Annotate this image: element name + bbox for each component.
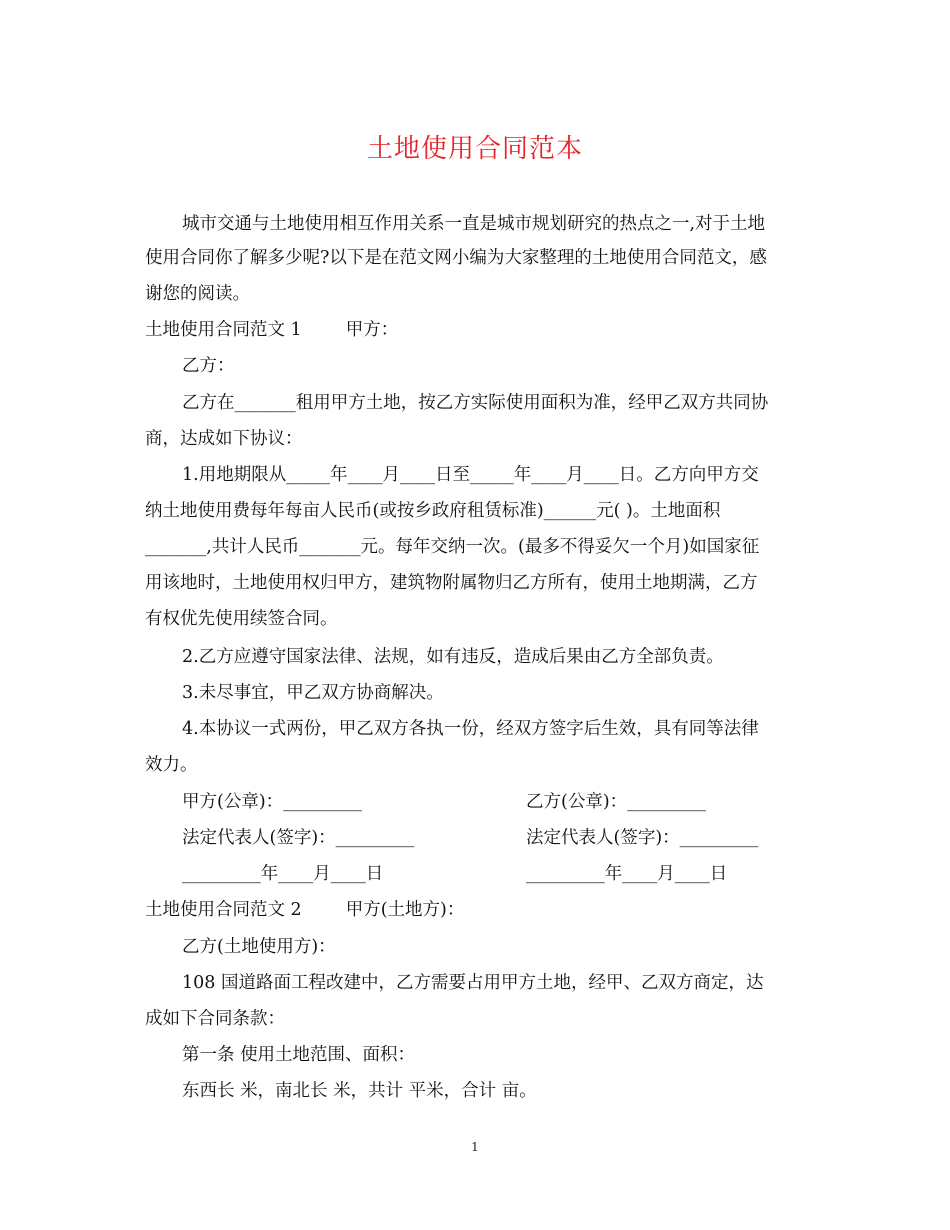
- sample1-item4-line-1: 4.本协议一式两份，甲乙双方各执一份，经双方签字后生效，具有同等法律: [182, 719, 759, 739]
- intro-line-2: 使用合同你了解多少呢?以下是在范文网小编为大家整理的土地使用合同范文，感: [145, 248, 767, 268]
- signature-party-b-seal: 乙方(公章)：_________: [526, 792, 706, 812]
- sample2-heading-line: [145, 898, 464, 922]
- sample2-para1-line-1: 108 国道路面工程改建中，乙方需要占用甲方土地，经甲、乙双方商定，达: [182, 973, 764, 993]
- sample1-item2: 2.乙方应遵守国家法律、法规，如有违反，造成后果由乙方全部负责。: [182, 647, 724, 667]
- intro-line-3: 谢您的阅读。: [145, 284, 250, 304]
- sample1-item1-line-1: 1.用地期限从_____年____月____日至_____年____月____日。乙方向甲方交: [182, 465, 759, 485]
- document-title: 土地使用合同范本: [366, 134, 583, 164]
- signature-party-a-seal: 甲方(公章)：_________: [182, 792, 362, 812]
- signature-party-b-representative: 法定代表人(签字)：_________: [526, 828, 759, 848]
- sample1-item4-line-2: 效力。: [145, 755, 198, 775]
- sample2-party-a: 甲方(土地方)：: [345, 900, 465, 920]
- sample1-party-b: 乙方：: [182, 356, 235, 376]
- sample2-heading: 土地使用合同范文 2: [145, 900, 302, 920]
- sample1-item3: 3.未尽事宜，甲乙双方协商解决。: [182, 683, 444, 703]
- page-number: 1: [471, 1140, 479, 1154]
- sample1-item1-line-2: 纳土地使用费每年每亩人民币(或按乡政府租赁标准)______元( )。土地面积: [145, 501, 721, 521]
- sample1-party-a: 甲方：: [345, 320, 399, 340]
- signature-party-a-date: _________年____月____日: [182, 864, 384, 884]
- sample1-para1-line-1: 乙方在_______租用甲方土地，按乙方实际使用面积为准，经甲乙双方共同协: [182, 393, 769, 413]
- signature-party-a-representative: 法定代表人(签字)：_________: [182, 828, 415, 848]
- sample2-article-1-text: 东西长 米，南北长 米，共计 平米，合计 亩。: [182, 1081, 537, 1101]
- intro-line-1: 城市交通与土地使用相互作用关系一直是城市规划研究的热点之一,对于土地: [182, 214, 766, 234]
- sample1-para1-line-2: 商，达成如下协议：: [145, 429, 303, 449]
- signature-party-b-date: _________年____月____日: [526, 864, 728, 884]
- sample2-article-1: 第一条 使用土地范围、面积：: [182, 1045, 416, 1065]
- sample2-para1-line-2: 成如下合同条款：: [145, 1009, 285, 1029]
- sample1-item1-line-4: 用该地时，土地使用权归甲方，建筑物附属物归乙方所有，使用土地期满，乙方: [145, 573, 758, 593]
- sample1-heading: 土地使用合同范文 1: [145, 320, 302, 340]
- sample1-item1-line-3: _______,共计人民币_______元。每年交纳一次。(最多不得妥欠一个月)如国家征: [145, 537, 760, 557]
- sample2-party-b: 乙方(土地使用方)：: [182, 937, 336, 957]
- sample1-heading-line: [145, 318, 398, 342]
- sample1-item1-line-5: 有权优先使用续签合同。: [145, 609, 338, 629]
